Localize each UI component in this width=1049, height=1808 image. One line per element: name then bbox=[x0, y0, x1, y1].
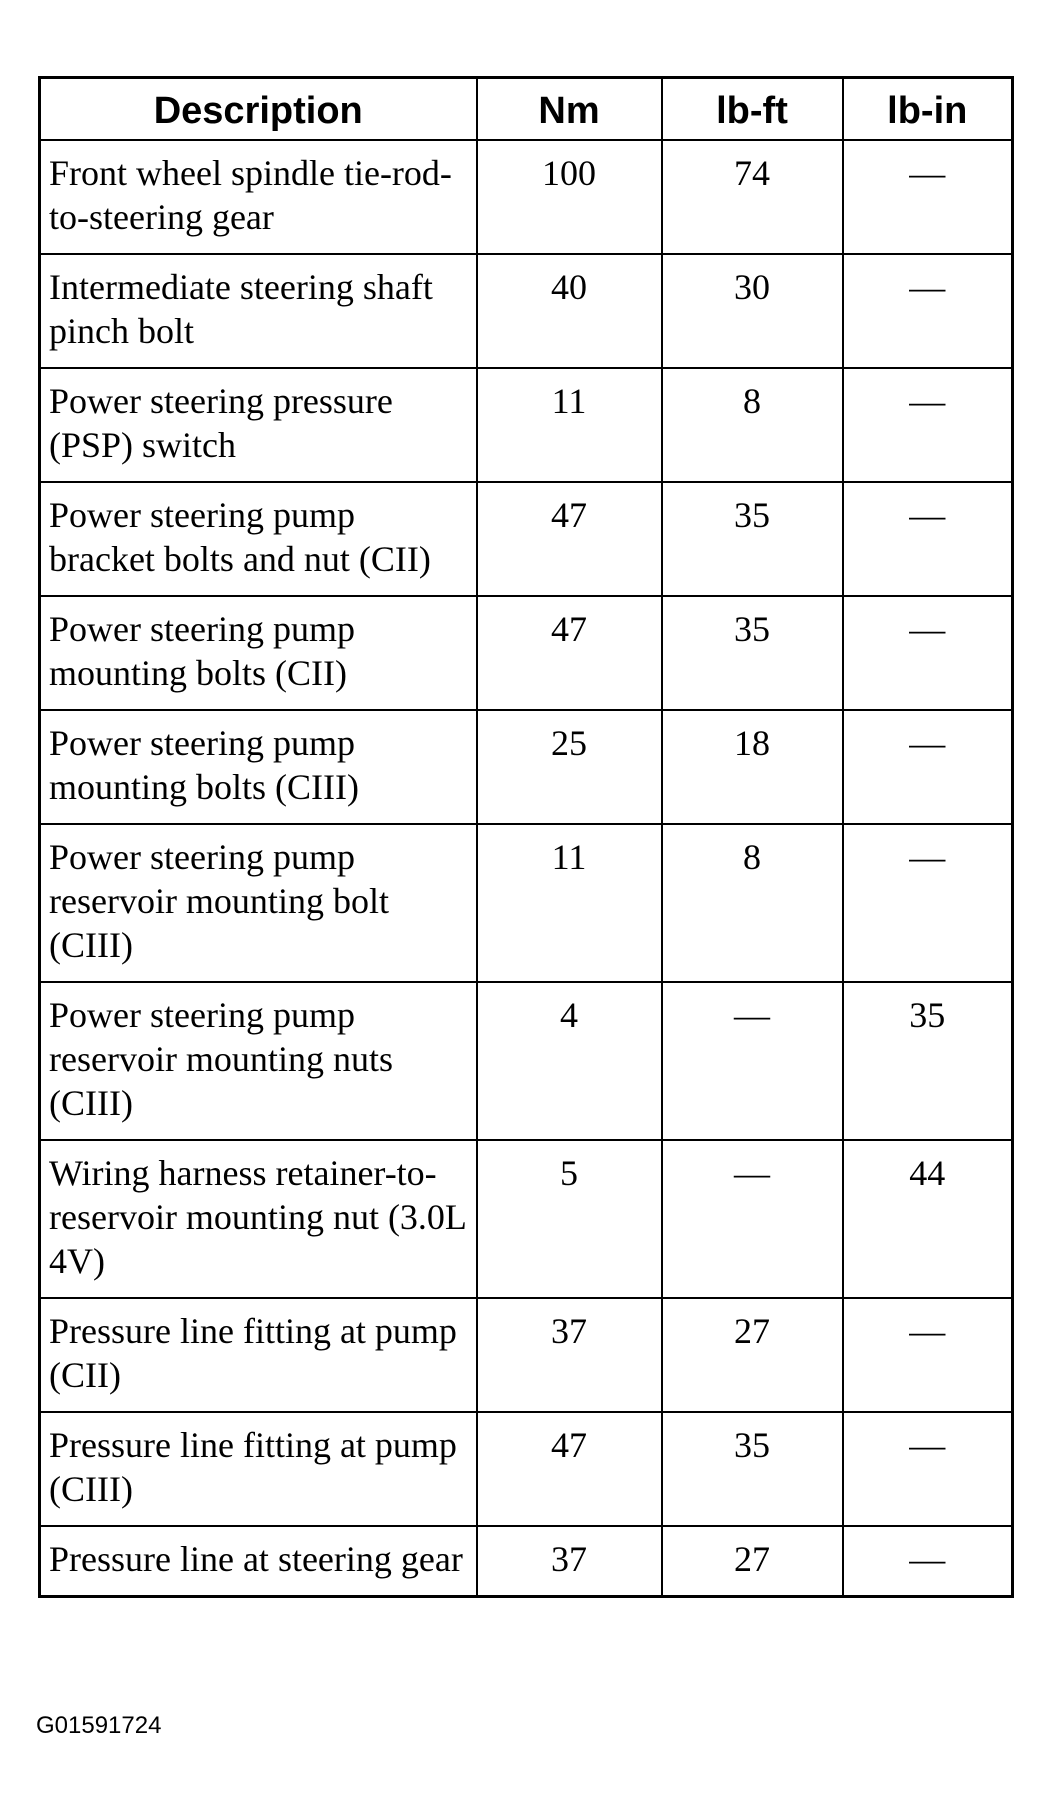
nm-cell: 25 bbox=[477, 710, 662, 824]
torque-specifications-table bbox=[38, 76, 1014, 1598]
description-cell: Pressure line fitting at pump (CIII) bbox=[40, 1412, 477, 1526]
lb-ft-cell: 74 bbox=[662, 140, 843, 254]
lb-ft-cell: 27 bbox=[662, 1298, 843, 1412]
lb-in-cell: — bbox=[843, 368, 1013, 482]
table-row bbox=[40, 824, 1013, 982]
header-description: Description bbox=[40, 78, 477, 141]
description-cell: Power steering pump bracket bolts and nut (CII) bbox=[40, 482, 477, 596]
description-cell: Wiring harness retainer-to-reservoir mounting nut (3.0L 4V) bbox=[40, 1140, 477, 1298]
lb-in-cell: — bbox=[843, 824, 1013, 982]
description-cell: Pressure line at steering gear bbox=[40, 1526, 477, 1597]
table-header-row bbox=[40, 78, 1013, 141]
lb-ft-cell: 30 bbox=[662, 254, 843, 368]
description-cell: Front wheel spindle tie-rod-to-steering gear bbox=[40, 140, 477, 254]
table-row bbox=[40, 596, 1013, 710]
nm-cell: 5 bbox=[477, 1140, 662, 1298]
lb-ft-cell: — bbox=[662, 982, 843, 1140]
description-cell: Power steering pressure (PSP) switch bbox=[40, 368, 477, 482]
lb-in-cell: — bbox=[843, 1412, 1013, 1526]
lb-in-cell: 44 bbox=[843, 1140, 1013, 1298]
nm-cell: 100 bbox=[477, 140, 662, 254]
description-cell: Pressure line fitting at pump (CII) bbox=[40, 1298, 477, 1412]
header-lb-in: lb-in bbox=[843, 78, 1013, 141]
description-cell: Intermediate steering shaft pinch bolt bbox=[40, 254, 477, 368]
table-row bbox=[40, 710, 1013, 824]
lb-in-cell: — bbox=[843, 482, 1013, 596]
lb-ft-cell: 27 bbox=[662, 1526, 843, 1597]
lb-in-cell: — bbox=[843, 710, 1013, 824]
nm-cell: 11 bbox=[477, 824, 662, 982]
nm-cell: 47 bbox=[477, 596, 662, 710]
table-row bbox=[40, 254, 1013, 368]
table-row bbox=[40, 482, 1013, 596]
header-nm: Nm bbox=[477, 78, 662, 141]
lb-in-cell: — bbox=[843, 1298, 1013, 1412]
table-row bbox=[40, 1412, 1013, 1526]
description-cell: Power steering pump reservoir mounting nuts (CIII) bbox=[40, 982, 477, 1140]
lb-ft-cell: 18 bbox=[662, 710, 843, 824]
description-cell: Power steering pump mounting bolts (CIII) bbox=[40, 710, 477, 824]
lb-in-cell: — bbox=[843, 140, 1013, 254]
description-cell: Power steering pump reservoir mounting bolt (CIII) bbox=[40, 824, 477, 982]
table-row bbox=[40, 982, 1013, 1140]
lb-in-cell: — bbox=[843, 596, 1013, 710]
table-row bbox=[40, 1140, 1013, 1298]
lb-ft-cell: — bbox=[662, 1140, 843, 1298]
lb-in-cell: — bbox=[843, 1526, 1013, 1597]
header-lb-ft: lb-ft bbox=[662, 78, 843, 141]
table-row bbox=[40, 1526, 1013, 1597]
nm-cell: 47 bbox=[477, 482, 662, 596]
lb-ft-cell: 8 bbox=[662, 824, 843, 982]
lb-ft-cell: 35 bbox=[662, 482, 843, 596]
nm-cell: 11 bbox=[477, 368, 662, 482]
table-row bbox=[40, 140, 1013, 254]
nm-cell: 4 bbox=[477, 982, 662, 1140]
lb-ft-cell: 35 bbox=[662, 1412, 843, 1526]
lb-in-cell: — bbox=[843, 254, 1013, 368]
lb-ft-cell: 8 bbox=[662, 368, 843, 482]
lb-ft-cell: 35 bbox=[662, 596, 843, 710]
table-row bbox=[40, 1298, 1013, 1412]
description-cell: Power steering pump mounting bolts (CII) bbox=[40, 596, 477, 710]
nm-cell: 47 bbox=[477, 1412, 662, 1526]
nm-cell: 40 bbox=[477, 254, 662, 368]
figure-id: G01591724 bbox=[36, 1712, 162, 1739]
nm-cell: 37 bbox=[477, 1298, 662, 1412]
table-row bbox=[40, 368, 1013, 482]
lb-in-cell: 35 bbox=[843, 982, 1013, 1140]
nm-cell: 37 bbox=[477, 1526, 662, 1597]
